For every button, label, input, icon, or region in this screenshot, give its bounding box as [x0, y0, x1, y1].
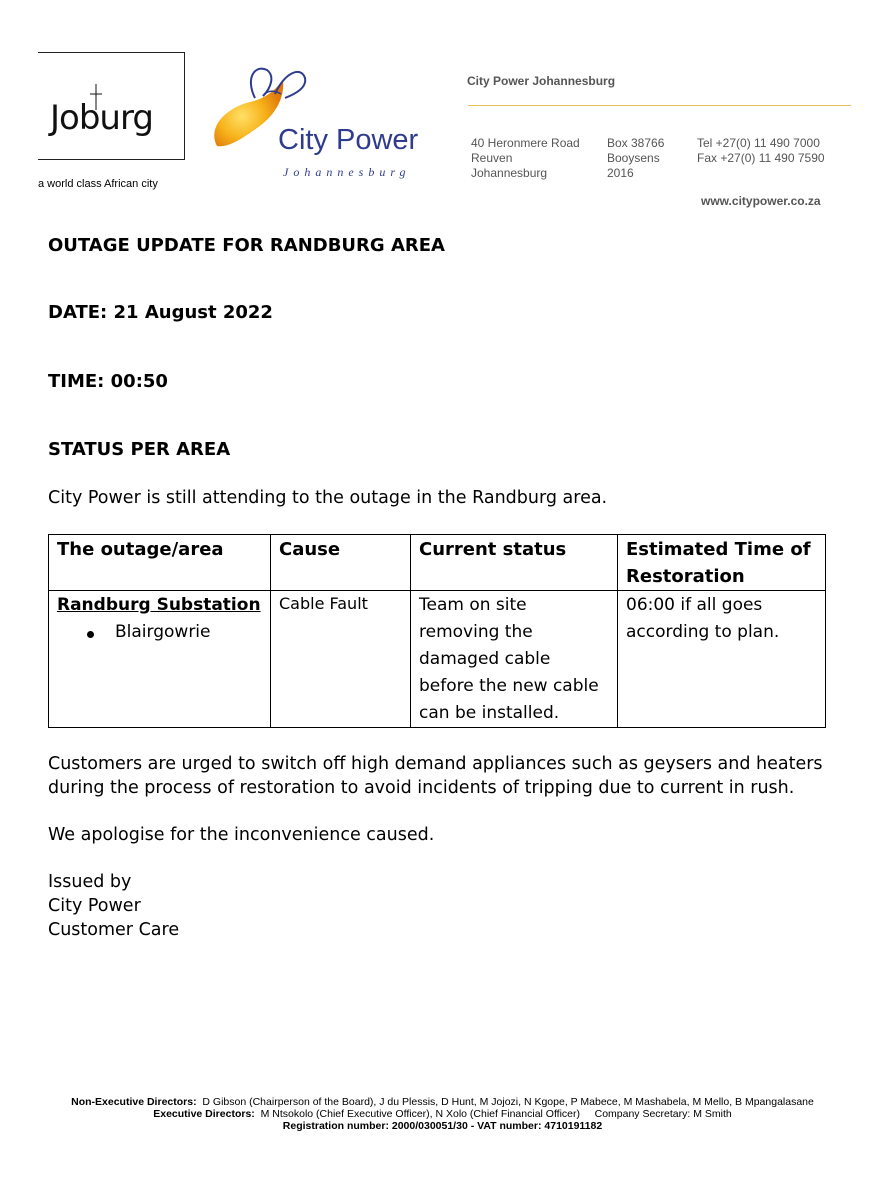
document-date: DATE: 21 August 2022 [48, 302, 273, 323]
city-power-logo-subtext: Johannesburg [283, 165, 411, 179]
outage-table [48, 534, 826, 728]
document-time: TIME: 00:50 [48, 371, 168, 392]
address-line: 40 Heronmere Road [471, 136, 580, 150]
status-intro: City Power is still attending to the outage in the Randburg area. [48, 488, 608, 508]
letterhead-phone [697, 136, 825, 166]
advice-paragraph: Customers are urged to switch off high demand appliances such as geysers and heaters during the process of restoration to avoid incidents of tripping due to current in rush. [48, 754, 823, 798]
footer-exec-value: M Ntsokolo (Chief Executive Officer), N Xolo (Chief Financial Officer) [260, 1108, 581, 1120]
footer-non-exec-value: D Gibson (Chairperson of the Board), J du Plessis, D Hunt, M Jojozi, N Kgope, P Mabece, M Mashabela, M Mello, B Mpangalasane [202, 1096, 814, 1108]
letterhead-company-name: City Power Johannesburg [467, 74, 616, 88]
header-etr: Estimated Time of Restoration [618, 535, 826, 591]
table-header-row [49, 535, 826, 591]
document-title: OUTAGE UPDATE FOR RANDBURG AREA [48, 235, 445, 256]
suburb-name: Blairgowrie [115, 622, 211, 642]
header-status: Current status [411, 535, 618, 591]
header-cause: Cause [271, 535, 411, 591]
apology-paragraph: We apologise for the inconvenience caused. [48, 825, 435, 845]
signoff-line: Issued by [48, 872, 132, 892]
footer-non-exec-label: Non-Executive Directors: [71, 1096, 197, 1108]
address-line: Johannesburg [471, 166, 548, 180]
box-line: 2016 [607, 166, 634, 180]
letterhead-website-link[interactable]: www.citypower.co.za [701, 194, 821, 208]
bullet-icon [87, 631, 94, 638]
letterhead-address [471, 136, 580, 181]
footer-exec-label: Executive Directors: [153, 1108, 255, 1120]
joburg-tagline: a world class African city [38, 178, 158, 190]
status-heading: STATUS PER AREA [48, 439, 231, 460]
tel-line: Tel +27(0) 11 490 7000 [697, 136, 820, 150]
joburg-logo-text: Joburg [50, 98, 153, 138]
fax-line: Fax +27(0) 11 490 7590 [697, 151, 825, 165]
area-cell [49, 591, 271, 728]
area-name: Randburg Substation [57, 595, 261, 615]
city-power-logo-text: City Power [278, 124, 419, 156]
cause-cell: Cable Fault [271, 591, 411, 728]
footer-secretary: Company Secretary: M Smith [594, 1108, 732, 1120]
header-area: The outage/area [49, 535, 271, 591]
box-line: Box 38766 [607, 136, 665, 150]
signoff-line: City Power [48, 896, 141, 916]
letterhead-postal-box [607, 136, 664, 181]
signoff-line: Customer Care [48, 920, 180, 940]
box-line: Booysens [607, 151, 660, 165]
signoff-block [48, 870, 179, 942]
table-row [49, 591, 826, 728]
etr-cell: 06:00 if all goes according to plan. [618, 591, 826, 728]
address-line: Reuven [471, 151, 513, 165]
footer-registration-text: Registration number: 2000/030051/30 - VAT number: 4710191182 [282, 1120, 603, 1132]
letterhead-divider [468, 105, 851, 106]
status-cell: Team on site removing the damaged cable before the new cable can be installed. [411, 591, 618, 728]
suburb-list-item [57, 619, 262, 646]
footer-exec-directors [0, 1108, 885, 1120]
footer-non-exec-directors [0, 1096, 885, 1108]
footer-registration [0, 1120, 885, 1132]
